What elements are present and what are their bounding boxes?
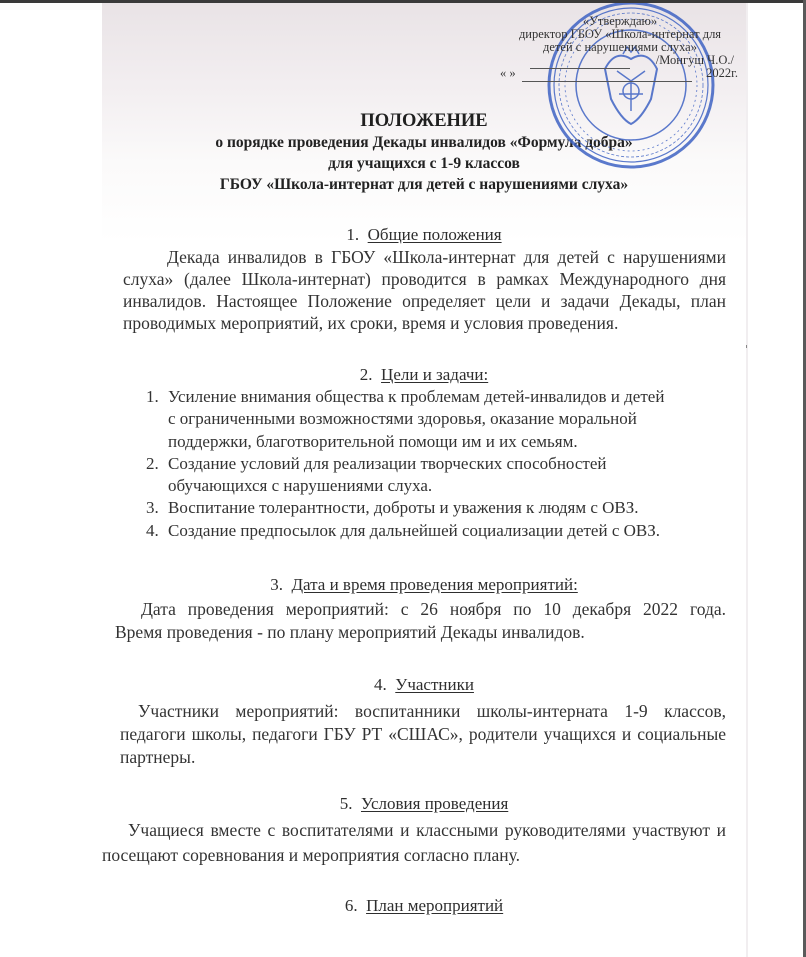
section-title: Условия проведения: [360, 794, 509, 813]
section-number: 1.: [346, 225, 360, 244]
approval-date-day: « »: [500, 66, 516, 80]
title-line-1: о порядке проведения Декады инвалидов «Формула добра»: [215, 134, 633, 151]
section-heading-1: [102, 225, 746, 245]
title-line-3: ГБОУ «Школа-интернат для детей с нарушениями слуха»: [219, 176, 629, 193]
goal-item: [132, 453, 692, 498]
section-number: 3.: [270, 575, 283, 594]
goal-item: [132, 386, 692, 453]
section-number: 6.: [344, 896, 358, 915]
paragraph-text: Декада инвалидов в ГБОУ «Школа-интернат для детей с нарушениями слуха» (далее Школа-интернат) проводится в рамках Международного дня инвалидов. Настоящее Положение определяет цели и задачи Декады, план проводимых мероприятий, их сроки, время и условия проведения.: [123, 247, 726, 333]
section-heading-2: [102, 365, 746, 385]
section-number: 4.: [374, 675, 387, 694]
section-title: Дата и время проведения мероприятий:: [291, 575, 578, 594]
approval-date-year: 2022г.: [706, 66, 738, 80]
section-number: 5.: [339, 794, 353, 813]
section-4-text: [120, 700, 726, 769]
title-main: ПОЛОЖЕНИЕ: [360, 111, 488, 131]
section-title: Цели и задачи:: [381, 365, 489, 384]
paragraph-text: Время проведения - по плану мероприятий Декады инвалидов.: [115, 622, 585, 642]
paragraph-text: Участники мероприятий: воспитанники школы-интерната 1-9 классов, педагоги школы, педагоги ГБУ РТ «СШАС», родители учащихся и социальные партнеры.: [120, 701, 726, 767]
paragraph-text: Учащиеся вместе с воспитателями и классными руководителями участвуют и посещают соревнования и мероприятия согласно плану.: [102, 820, 726, 865]
goal-number: 2.: [146, 453, 159, 473]
goal-item: [132, 497, 692, 519]
scanned-document-page: [102, 3, 746, 957]
approval-signature: /Монгуш Ч.О./: [655, 53, 734, 67]
signature-line: [530, 68, 630, 69]
goal-number: 1.: [146, 387, 159, 406]
section-heading-4: [102, 675, 746, 695]
section-heading-5: [102, 794, 746, 814]
section-3-text-1: [115, 598, 726, 620]
goal-line: поддержки, благотворительной помощи им и их семьям.: [168, 431, 578, 451]
goal-line: Усиление внимания общества к проблемам детей-инвалидов и детей: [168, 387, 665, 406]
section-title: План мероприятий: [366, 896, 504, 915]
goal-line: Создание предпосылок для дальнейшей социализации детей с ОВЗ.: [168, 520, 661, 540]
goal-number: 4.: [146, 520, 159, 540]
section-5-text: [102, 818, 726, 868]
approval-block: [500, 15, 740, 80]
paragraph-text: Дата проведения мероприятий: с 26 ноября по 10 декабря 2022 года.: [141, 599, 726, 619]
section-3-text-2: [115, 621, 718, 643]
approval-heading: «Утверждаю»: [582, 14, 658, 28]
title-line-2: для учащихся с 1-9 классов: [328, 155, 520, 172]
goal-item: [132, 520, 692, 542]
section-number: 2.: [359, 365, 373, 384]
approval-line-2: детей с нарушениями слуха»: [543, 40, 697, 54]
section-heading-6: [102, 896, 746, 916]
section-title: Участники: [395, 675, 474, 694]
goal-line: с ограниченными возможностями здоровья, оказание моральной: [168, 409, 637, 429]
approval-line-1: директор ГБОУ «Школа-интернат для: [518, 27, 722, 41]
goal-number: 3.: [146, 498, 159, 518]
goals-list: [132, 386, 692, 542]
date-line: [522, 81, 692, 82]
paper-edge: [746, 3, 748, 957]
section-heading-3: [102, 575, 746, 595]
section-1-text: [123, 246, 726, 334]
goal-line: Воспитание толерантности, доброты и уважения к людям с ОВЗ.: [168, 498, 639, 518]
section-title: Общие положения: [367, 225, 502, 244]
goal-line: обучающихся с нарушениями слуха.: [168, 476, 433, 496]
goal-line: Создание условий для реализации творческих способностей: [168, 453, 607, 473]
